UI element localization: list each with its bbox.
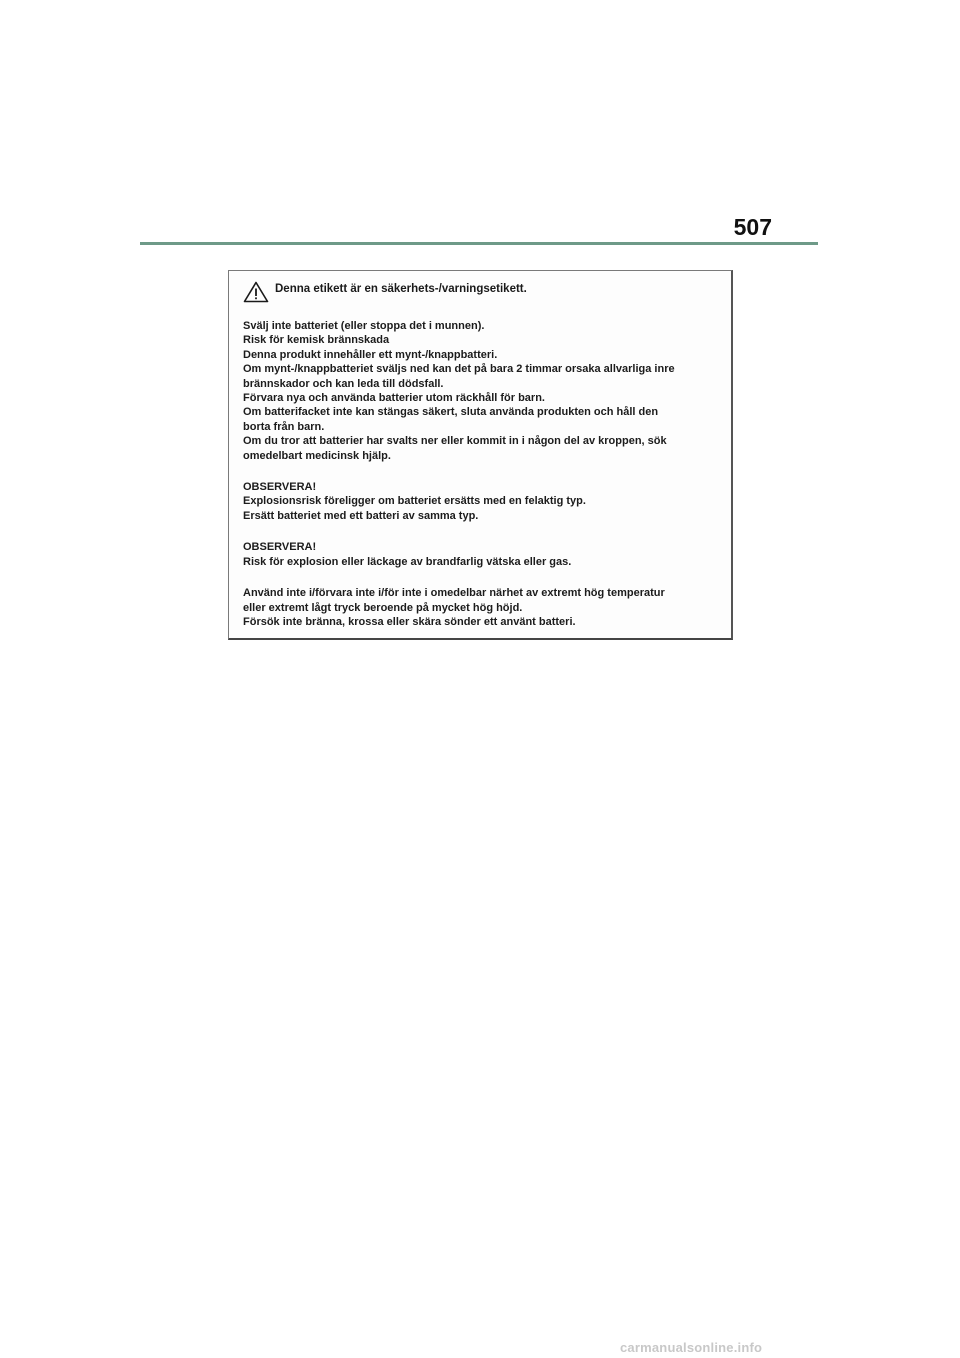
warning-header xyxy=(243,281,721,311)
label-section-temperature xyxy=(243,586,721,629)
label-line: OBSERVERA! xyxy=(243,541,317,554)
label-line: omedelbart medicinsk hjälp. xyxy=(243,449,391,462)
label-line: Ersätt batteriet med ett batteri av samma typ. xyxy=(243,509,479,522)
label-line: Svälj inte batteriet (eller stoppa det i munnen). xyxy=(243,320,485,332)
label-line: Förvara nya och använda batterier utom räckhåll för barn. xyxy=(243,392,545,405)
header-rule xyxy=(140,242,818,245)
label-line: Risk för explosion eller läckage av brandfarlig vätska eller gas. xyxy=(243,555,572,568)
label-section-explosion-leak xyxy=(243,540,721,569)
warning-title: Denna etikett är en säkerhets-/varningsetikett. xyxy=(275,283,527,295)
label-section-battery xyxy=(243,319,721,463)
label-line: Explosionsrisk föreligger om batteriet ersätts med en felaktig typ. xyxy=(243,495,586,508)
label-line: eller extremt lågt tryck beroende på mycket hög höjd. xyxy=(243,601,523,614)
label-line: Om mynt-/knappbatteriet sväljs ned kan det på bara 2 timmar orsaka allvarliga inre xyxy=(243,363,675,376)
watermark: carmanualsonline.info xyxy=(620,1340,763,1355)
warning-label xyxy=(228,270,733,640)
label-line: brännskador och kan leda till dödsfall. xyxy=(243,377,444,390)
label-line: Om du tror att batterier har svalts ner eller kommit in i någon del av kroppen, sök xyxy=(243,435,667,448)
label-line: borta från barn. xyxy=(243,420,325,433)
label-section-explosion-type xyxy=(243,480,721,523)
label-line: Använd inte i/förvara inte i/för inte i omedelbar närhet av extremt hög temperatur xyxy=(243,587,665,600)
label-line: Risk för kemisk brännskada xyxy=(243,334,390,347)
label-line: Försök inte bränna, krossa eller skära sönder ett använt batteri. xyxy=(243,615,576,628)
label-line: Om batterifacket inte kan stängas säkert, sluta använda produkten och håll den xyxy=(243,406,659,419)
label-line: Denna produkt innehåller ett mynt-/knappbatteri. xyxy=(243,348,498,361)
page-number: 507 xyxy=(733,214,772,240)
warning-triangle-icon xyxy=(243,281,269,303)
label-line: OBSERVERA! xyxy=(243,481,317,494)
